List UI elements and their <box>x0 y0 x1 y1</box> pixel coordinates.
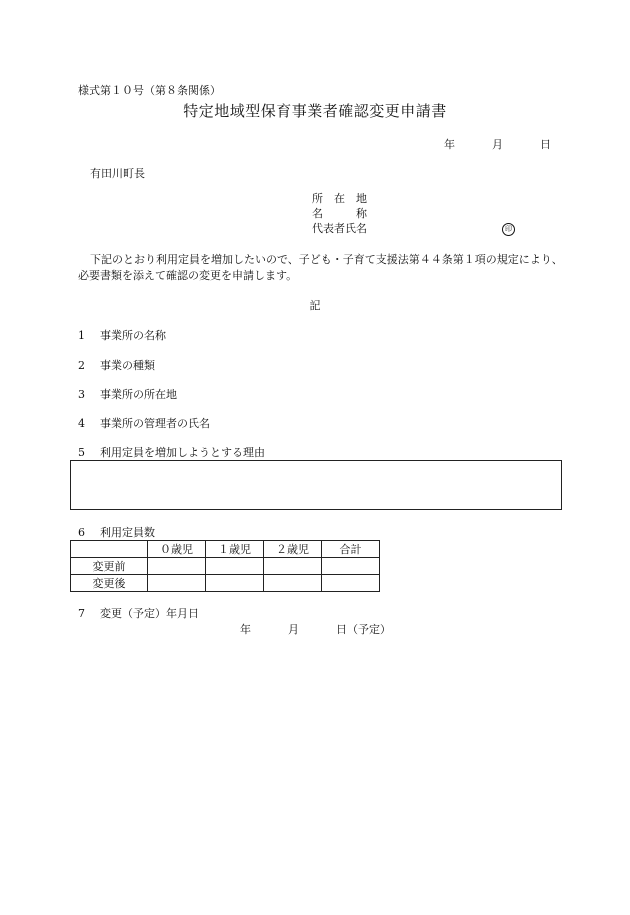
item-3 <box>78 386 177 402</box>
item-label: 事業所の所在地 <box>100 388 177 401</box>
header-cell <box>71 541 148 558</box>
item-label: 利用定員数 <box>100 526 155 539</box>
header-cell: 合計 <box>322 541 380 558</box>
body-text <box>78 252 564 284</box>
item-2 <box>78 357 155 373</box>
header-cell: ２歳児 <box>264 541 322 558</box>
item-5 <box>78 444 265 460</box>
item-number: 1 <box>78 329 85 342</box>
table-cell[interactable] <box>148 558 206 575</box>
representative-label: 代表者氏名 <box>312 222 367 235</box>
item-label: 変更（予定）年月日 <box>100 607 199 620</box>
date-month: 月 <box>492 138 503 151</box>
item-1 <box>78 327 166 343</box>
change-date <box>240 621 391 637</box>
table-cell[interactable] <box>322 575 380 592</box>
item-number: 3 <box>78 388 85 401</box>
item-label: 事業所の管理者の氏名 <box>100 417 210 430</box>
item-7 <box>78 605 199 621</box>
table-cell[interactable] <box>206 575 264 592</box>
item-4 <box>78 415 210 431</box>
table-cell[interactable] <box>264 575 322 592</box>
document-title: 特定地域型保育事業者確認変更申請書 <box>183 102 447 120</box>
change-date-month: 月 <box>288 623 299 636</box>
application-date <box>444 136 551 152</box>
capacity-table <box>70 540 380 592</box>
address-label: 所 在 地 <box>312 192 367 205</box>
body-paragraph: 下記のとおり利用定員を増加したいので、子ども・子育て支援法第４４条第１項の規定により、必要書類を添えて確認の変更を申請します。 <box>78 253 563 282</box>
item-label: 事業の種類 <box>100 359 155 372</box>
name-label: 名 称 <box>312 207 367 220</box>
applicant-block <box>312 191 382 236</box>
table-row <box>71 558 380 575</box>
ki-heading: 記 <box>309 299 321 312</box>
change-date-day: 日（予定） <box>336 623 391 636</box>
table-cell[interactable] <box>322 558 380 575</box>
date-year: 年 <box>444 138 455 151</box>
row-label: 変更後 <box>71 575 148 592</box>
table-cell[interactable] <box>148 575 206 592</box>
table-header-row <box>71 541 380 558</box>
item-number: 7 <box>78 607 85 620</box>
header-cell: ０歳児 <box>148 541 206 558</box>
item-number: 2 <box>78 359 85 372</box>
item-number: 6 <box>78 526 85 539</box>
table-cell[interactable] <box>264 558 322 575</box>
item-label: 利用定員を増加しようとする理由 <box>100 446 265 459</box>
header-cell: １歳児 <box>206 541 264 558</box>
item-number: 4 <box>78 417 85 430</box>
item-6 <box>78 524 155 540</box>
form-number: 様式第１０号（第８条関係） <box>78 84 221 97</box>
item-number: 5 <box>78 446 85 459</box>
change-date-year: 年 <box>240 623 251 636</box>
row-label: 変更前 <box>71 558 148 575</box>
date-day: 日 <box>540 138 551 151</box>
reason-input-box[interactable] <box>70 460 562 510</box>
item-label: 事業所の名称 <box>100 329 166 342</box>
table-row <box>71 575 380 592</box>
seal-mark: 印 <box>502 223 515 236</box>
addressee: 有田川町長 <box>90 167 145 180</box>
table-cell[interactable] <box>206 558 264 575</box>
